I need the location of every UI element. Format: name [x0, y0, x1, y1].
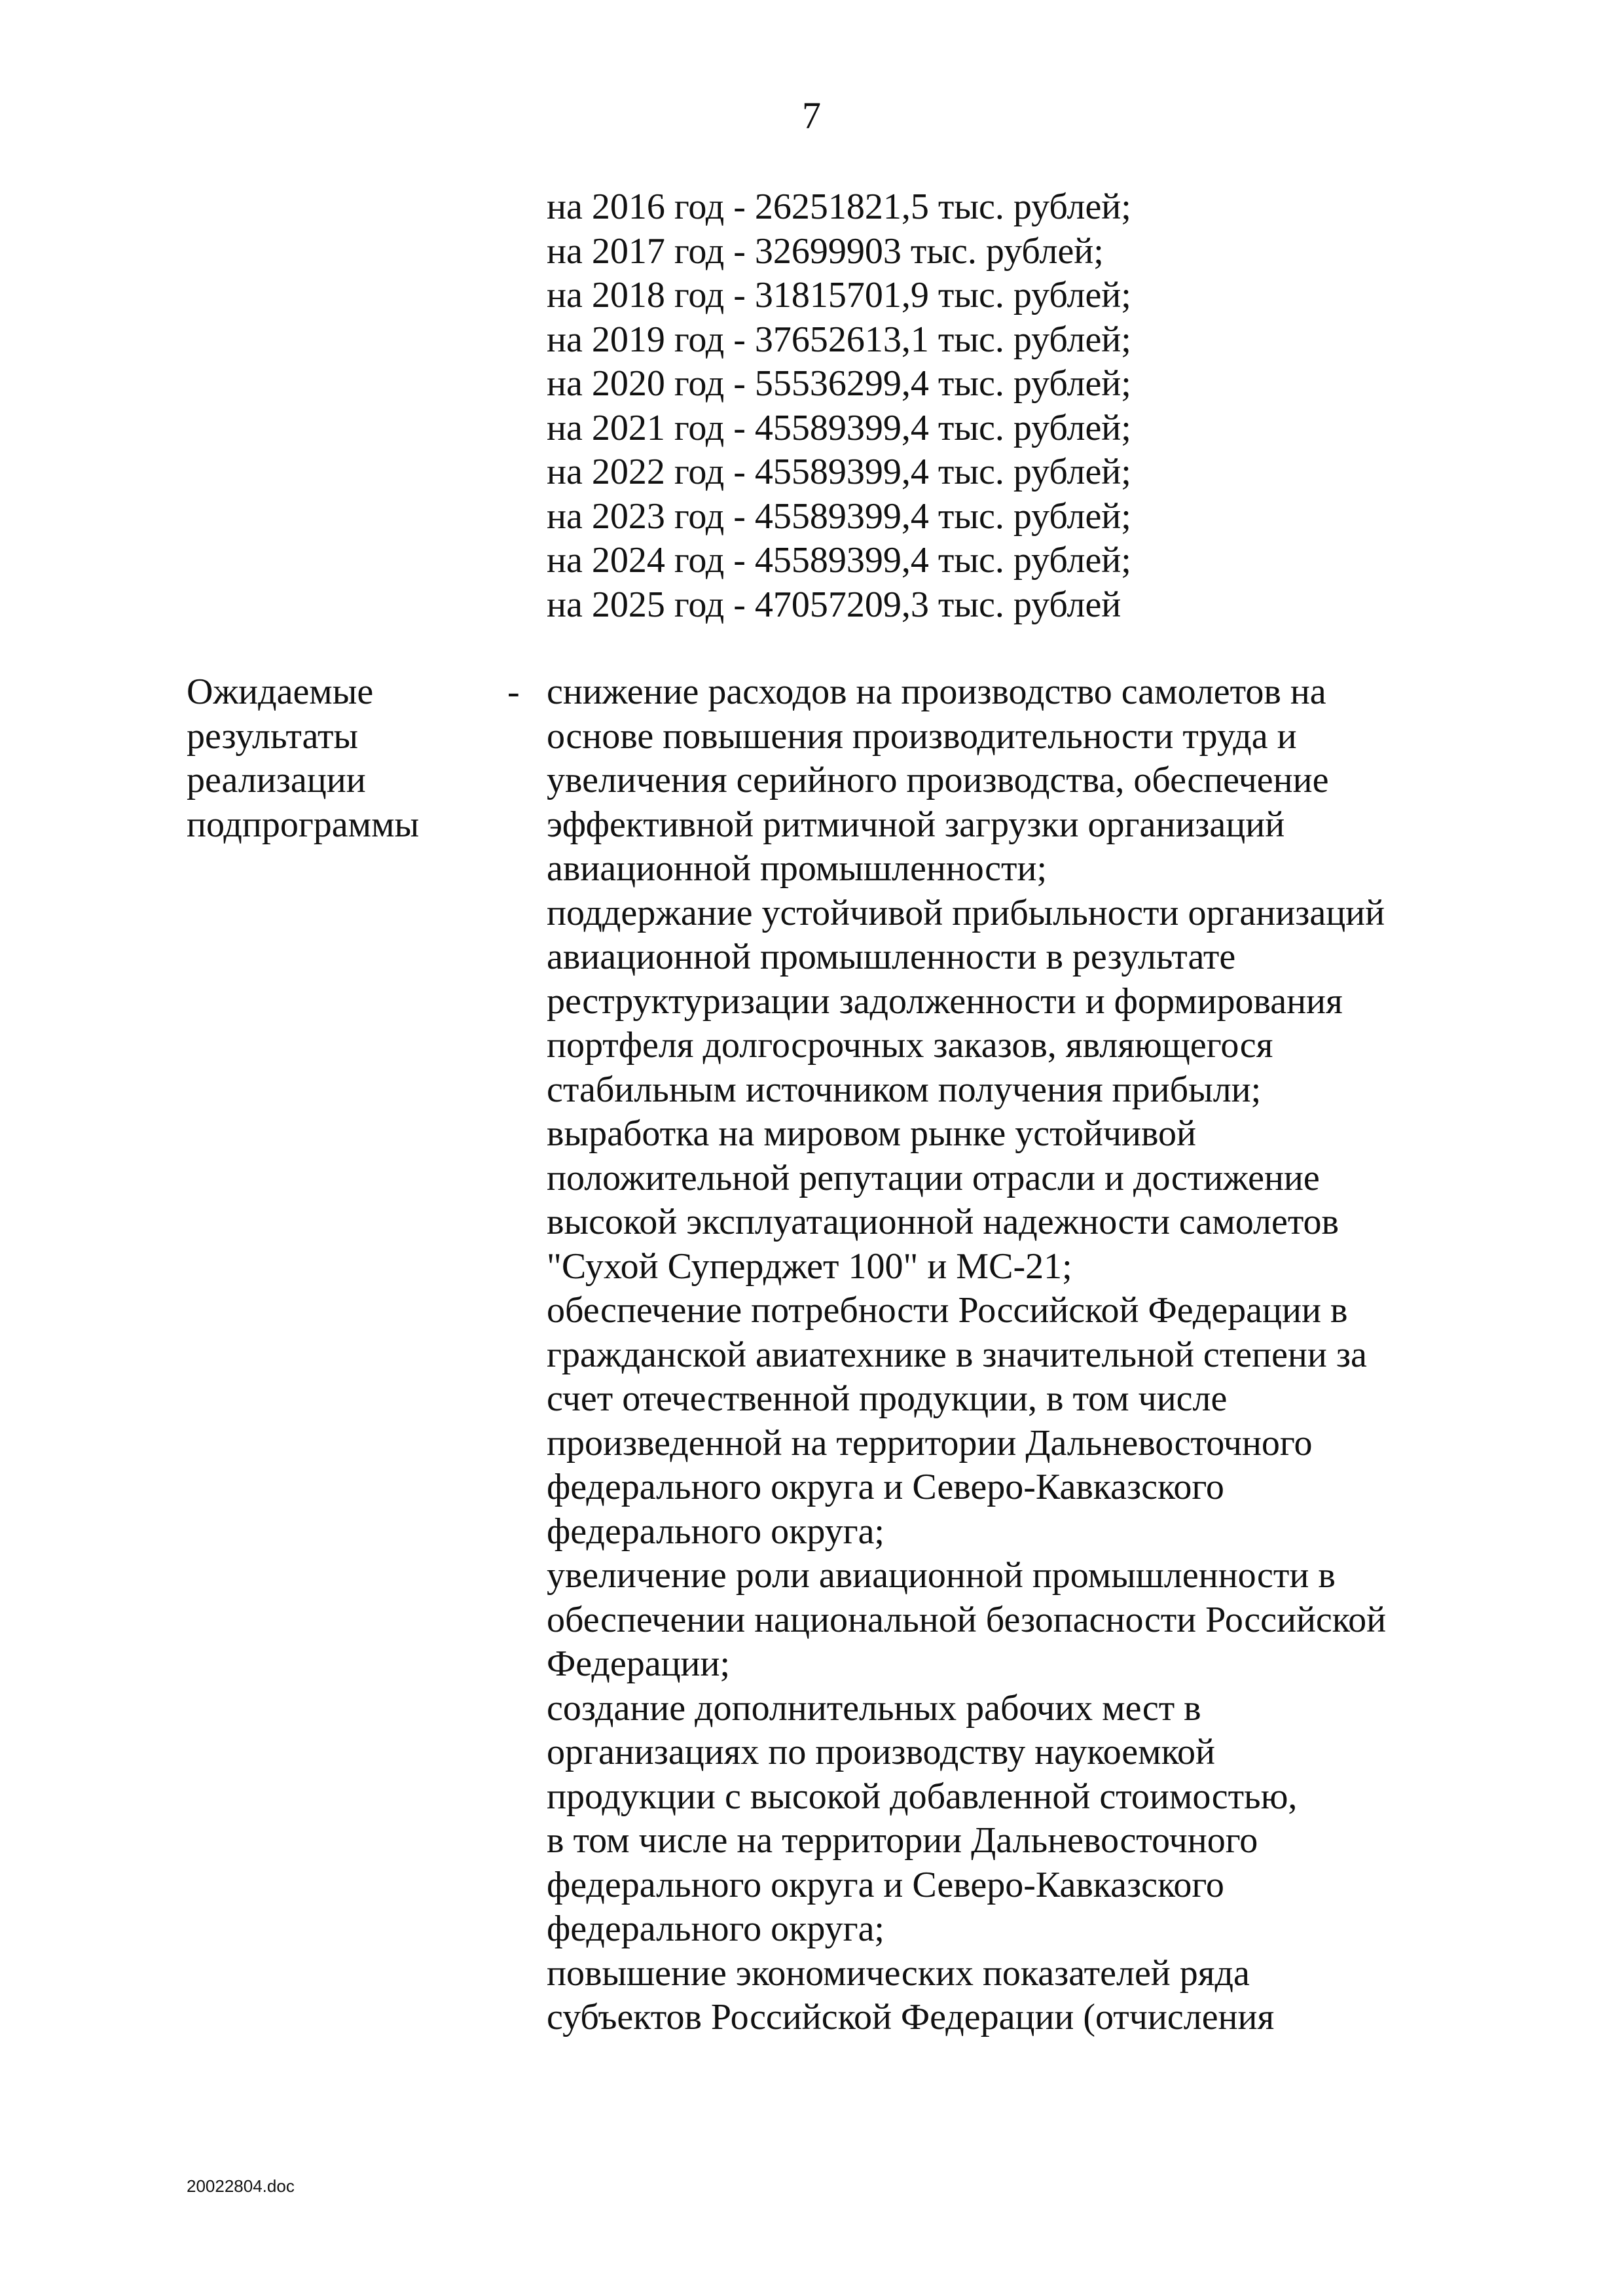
results-text-line: авиационной промышленности в результате	[547, 937, 1236, 977]
results-text-line: гражданской авиатехнике в значительной степени за	[547, 1334, 1367, 1375]
funding-line-2022: на 2022 год - 45589399,4 тыс. рублей;	[547, 452, 1131, 492]
results-text-line: федерального округа;	[547, 1909, 884, 1949]
page-number: 7	[802, 94, 821, 137]
results-text-line: выработка на мировом рынке устойчивой	[547, 1113, 1197, 1154]
funding-line-2023: на 2023 год - 45589399,4 тыс. рублей;	[547, 495, 1131, 537]
funding-line-2021: на 2021 год - 45589399,4 тыс. рублей;	[547, 407, 1131, 448]
results-text-line: снижение расходов на производство самолетов на	[547, 672, 1326, 712]
results-text	[547, 670, 1476, 2040]
results-text-line: портфеля долгосрочных заказов, являющегося	[547, 1025, 1273, 1066]
results-text-line: создание дополнительных рабочих мест в	[547, 1687, 1201, 1729]
funding-line-2025: на 2025 год - 47057209,3 тыс. рублей	[547, 584, 1122, 625]
results-text-line: федерального округа и Северо-Кавказского	[547, 1864, 1224, 1905]
results-text-line: повышение экономических показателей ряда	[547, 1952, 1250, 1994]
document-file-code: 20022804.doc	[187, 2176, 295, 2196]
results-text-line: увеличение роли авиационной промышленности в	[547, 1555, 1336, 1596]
results-text-line: обеспечение потребности Российской Федерации в	[547, 1290, 1348, 1331]
results-text-line: Федерации;	[547, 1643, 731, 1684]
results-text-line: положительной репутации отрасли и достижение	[547, 1157, 1320, 1198]
results-text-line: стабильным источником получения прибыли;	[547, 1069, 1262, 1110]
results-text-line: основе повышения производительности труда и	[547, 715, 1297, 757]
results-dash: -	[507, 672, 520, 712]
funding-line-2019: на 2019 год - 37652613,1 тыс. рублей;	[547, 319, 1131, 360]
results-text-line: увеличения серийного производства, обеспечение	[547, 760, 1329, 800]
results-text-line: в том числе на территории Дальневосточного	[547, 1820, 1258, 1861]
funding-line-2017: на 2017 год - 32699903 тыс. рублей;	[547, 230, 1104, 272]
funding-list	[547, 185, 1463, 627]
results-text-line: субъектов Российской Федерации (отчисления	[547, 1997, 1275, 2037]
funding-line-2020: на 2020 год - 55536299,4 тыс. рублей;	[547, 363, 1131, 404]
results-text-line: произведенной на территории Дальневосточного	[547, 1422, 1313, 1463]
results-text-line: авиационной промышленности;	[547, 848, 1048, 889]
results-text-line: высокой эксплуатационной надежности самолетов	[547, 1202, 1339, 1242]
results-text-line: федерального округа;	[547, 1511, 884, 1552]
funding-line-2016: на 2016 год - 26251821,5 тыс. рублей;	[547, 187, 1131, 227]
results-label-line: результаты	[187, 715, 359, 757]
results-text-line: продукции с высокой добавленной стоимостью,	[547, 1776, 1298, 1817]
results-label-line: Ожидаемые	[187, 672, 374, 712]
funding-line-2024: на 2024 год - 45589399,4 тыс. рублей;	[547, 540, 1131, 581]
results-text-line: "Сухой Суперджет 100" и МС-21;	[547, 1246, 1072, 1287]
results-text-line: организациях по производству наукоемкой	[547, 1732, 1215, 1772]
results-label-line: подпрограммы	[187, 804, 420, 845]
results-text-line: федерального округа и Северо-Кавказского	[547, 1467, 1224, 1507]
results-text-line: поддержание устойчивой прибыльности организаций	[547, 892, 1385, 933]
results-label	[187, 670, 488, 847]
results-text-line: счет отечественной продукции, в том числе	[547, 1378, 1228, 1419]
funding-line-2018: на 2018 год - 31815701,9 тыс. рублей;	[547, 275, 1131, 315]
results-text-line: обеспечении национальной безопасности Российской	[547, 1599, 1387, 1640]
results-text-line: реструктуризации задолженности и формирования	[547, 980, 1343, 1022]
results-text-line: эффективной ритмичной загрузки организаций	[547, 804, 1285, 845]
results-label-line: реализации	[187, 760, 366, 800]
